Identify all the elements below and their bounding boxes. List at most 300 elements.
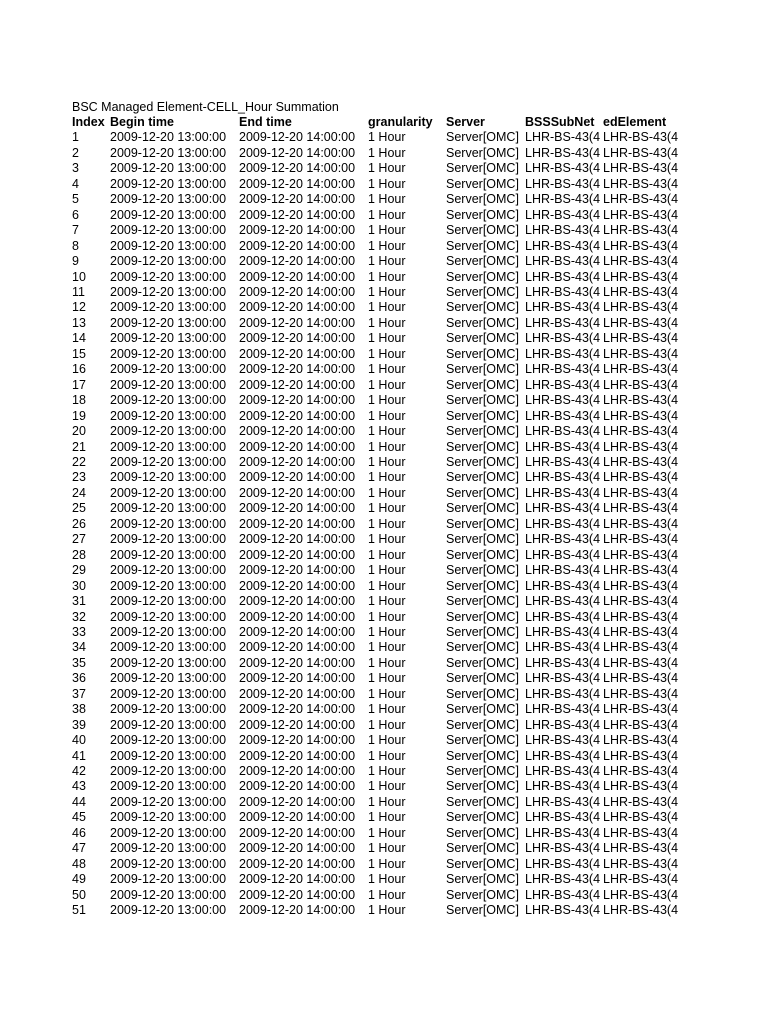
cell-end-time: 2009-12-20 14:00:00 (239, 609, 356, 624)
table-row (72, 671, 692, 686)
cell-begin-time: 2009-12-20 13:00:00 (110, 176, 227, 191)
table-row (72, 656, 692, 671)
cell-end-time: 2009-12-20 14:00:00 (239, 223, 356, 238)
cell-begin-time: 2009-12-20 13:00:00 (110, 563, 227, 578)
cell-bsssubnet: LHR-BS-43(4 (525, 362, 601, 377)
cell-server: Server[OMC] (446, 207, 519, 222)
cell-end-time: 2009-12-20 14:00:00 (239, 733, 356, 748)
cell-end-time: 2009-12-20 14:00:00 (239, 315, 356, 330)
cell-index: 21 (72, 439, 86, 454)
cell-managed-element: LHR-BS-43(4 (603, 655, 679, 670)
cell-managed-element: LHR-BS-43(4 (603, 702, 679, 717)
cell-end-time: 2009-12-20 14:00:00 (239, 176, 356, 191)
cell-end-time: 2009-12-20 14:00:00 (239, 192, 356, 207)
table-row (72, 470, 692, 485)
cell-bsssubnet: LHR-BS-43(4 (525, 779, 601, 794)
cell-begin-time: 2009-12-20 13:00:00 (110, 439, 227, 454)
cell-granularity: 1 Hour (368, 794, 406, 809)
table-row (72, 517, 692, 532)
cell-begin-time: 2009-12-20 13:00:00 (110, 903, 227, 918)
cell-begin-time: 2009-12-20 13:00:00 (110, 207, 227, 222)
cell-index: 7 (72, 223, 79, 238)
cell-begin-time: 2009-12-20 13:00:00 (110, 655, 227, 670)
cell-end-time: 2009-12-20 14:00:00 (239, 532, 356, 547)
cell-begin-time: 2009-12-20 13:00:00 (110, 624, 227, 639)
cell-granularity: 1 Hour (368, 501, 406, 516)
cell-begin-time: 2009-12-20 13:00:00 (110, 717, 227, 732)
cell-begin-time: 2009-12-20 13:00:00 (110, 810, 227, 825)
cell-bsssubnet: LHR-BS-43(4 (525, 609, 601, 624)
cell-server: Server[OMC] (446, 331, 519, 346)
cell-end-time: 2009-12-20 14:00:00 (239, 269, 356, 284)
cell-granularity: 1 Hour (368, 408, 406, 423)
cell-index: 6 (72, 207, 79, 222)
table-row (72, 440, 692, 455)
cell-index: 36 (72, 671, 86, 686)
table-row (72, 270, 692, 285)
cell-managed-element: LHR-BS-43(4 (603, 887, 679, 902)
cell-begin-time: 2009-12-20 13:00:00 (110, 887, 227, 902)
cell-managed-element: LHR-BS-43(4 (603, 300, 679, 315)
cell-index: 45 (72, 810, 86, 825)
cell-server: Server[OMC] (446, 424, 519, 439)
cell-begin-time: 2009-12-20 13:00:00 (110, 547, 227, 562)
cell-end-time: 2009-12-20 14:00:00 (239, 887, 356, 902)
cell-bsssubnet: LHR-BS-43(4 (525, 841, 601, 856)
cell-granularity: 1 Hour (368, 516, 406, 531)
cell-begin-time: 2009-12-20 13:00:00 (110, 841, 227, 856)
table-row (72, 764, 692, 779)
cell-server: Server[OMC] (446, 887, 519, 902)
cell-bsssubnet: LHR-BS-43(4 (525, 717, 601, 732)
cell-managed-element: LHR-BS-43(4 (603, 578, 679, 593)
cell-bsssubnet: LHR-BS-43(4 (525, 331, 601, 346)
cell-begin-time: 2009-12-20 13:00:00 (110, 331, 227, 346)
cell-granularity: 1 Hour (368, 578, 406, 593)
cell-managed-element: LHR-BS-43(4 (603, 748, 679, 763)
cell-server: Server[OMC] (446, 764, 519, 779)
cell-server: Server[OMC] (446, 624, 519, 639)
cell-index: 33 (72, 624, 86, 639)
cell-server: Server[OMC] (446, 532, 519, 547)
cell-index: 37 (72, 686, 86, 701)
cell-bsssubnet: LHR-BS-43(4 (525, 485, 601, 500)
cell-begin-time: 2009-12-20 13:00:00 (110, 300, 227, 315)
cell-server: Server[OMC] (446, 547, 519, 562)
cell-end-time: 2009-12-20 14:00:00 (239, 764, 356, 779)
cell-index: 5 (72, 192, 79, 207)
table-row (72, 192, 692, 207)
cell-managed-element: LHR-BS-43(4 (603, 331, 679, 346)
table-row (72, 548, 692, 563)
cell-server: Server[OMC] (446, 702, 519, 717)
cell-bsssubnet: LHR-BS-43(4 (525, 547, 601, 562)
cell-server: Server[OMC] (446, 563, 519, 578)
cell-end-time: 2009-12-20 14:00:00 (239, 300, 356, 315)
cell-begin-time: 2009-12-20 13:00:00 (110, 470, 227, 485)
cell-server: Server[OMC] (446, 145, 519, 160)
cell-bsssubnet: LHR-BS-43(4 (525, 733, 601, 748)
cell-bsssubnet: LHR-BS-43(4 (525, 903, 601, 918)
cell-managed-element: LHR-BS-43(4 (603, 640, 679, 655)
cell-granularity: 1 Hour (368, 254, 406, 269)
cell-server: Server[OMC] (446, 516, 519, 531)
cell-bsssubnet: LHR-BS-43(4 (525, 624, 601, 639)
data-table (72, 115, 692, 919)
cell-index: 4 (72, 176, 79, 191)
cell-bsssubnet: LHR-BS-43(4 (525, 284, 601, 299)
cell-server: Server[OMC] (446, 609, 519, 624)
cell-bsssubnet: LHR-BS-43(4 (525, 655, 601, 670)
cell-server: Server[OMC] (446, 501, 519, 516)
cell-index: 10 (72, 269, 86, 284)
cell-bsssubnet: LHR-BS-43(4 (525, 161, 601, 176)
cell-end-time: 2009-12-20 14:00:00 (239, 470, 356, 485)
cell-managed-element: LHR-BS-43(4 (603, 501, 679, 516)
table-row (72, 718, 692, 733)
cell-bsssubnet: LHR-BS-43(4 (525, 532, 601, 547)
table-row (72, 362, 692, 377)
cell-end-time: 2009-12-20 14:00:00 (239, 547, 356, 562)
cell-end-time: 2009-12-20 14:00:00 (239, 717, 356, 732)
cell-server: Server[OMC] (446, 176, 519, 191)
table-row (72, 733, 692, 748)
cell-server: Server[OMC] (446, 594, 519, 609)
cell-granularity: 1 Hour (368, 315, 406, 330)
table-body (72, 130, 692, 918)
cell-managed-element: LHR-BS-43(4 (603, 269, 679, 284)
cell-granularity: 1 Hour (368, 130, 406, 145)
cell-granularity: 1 Hour (368, 547, 406, 562)
column-header-bsssubnet: BSSSubNet (525, 115, 595, 129)
cell-granularity: 1 Hour (368, 609, 406, 624)
cell-index: 16 (72, 362, 86, 377)
cell-server: Server[OMC] (446, 717, 519, 732)
cell-managed-element: LHR-BS-43(4 (603, 810, 679, 825)
cell-granularity: 1 Hour (368, 485, 406, 500)
cell-begin-time: 2009-12-20 13:00:00 (110, 284, 227, 299)
cell-granularity: 1 Hour (368, 594, 406, 609)
cell-granularity: 1 Hour (368, 702, 406, 717)
cell-end-time: 2009-12-20 14:00:00 (239, 563, 356, 578)
cell-server: Server[OMC] (446, 223, 519, 238)
cell-end-time: 2009-12-20 14:00:00 (239, 624, 356, 639)
cell-managed-element: LHR-BS-43(4 (603, 856, 679, 871)
cell-managed-element: LHR-BS-43(4 (603, 161, 679, 176)
cell-end-time: 2009-12-20 14:00:00 (239, 439, 356, 454)
cell-begin-time: 2009-12-20 13:00:00 (110, 377, 227, 392)
cell-bsssubnet: LHR-BS-43(4 (525, 377, 601, 392)
cell-end-time: 2009-12-20 14:00:00 (239, 485, 356, 500)
table-row (72, 378, 692, 393)
table-row (72, 316, 692, 331)
column-header-end-time: End time (239, 115, 292, 129)
cell-index: 43 (72, 779, 86, 794)
cell-begin-time: 2009-12-20 13:00:00 (110, 825, 227, 840)
table-row (72, 888, 692, 903)
cell-end-time: 2009-12-20 14:00:00 (239, 640, 356, 655)
cell-bsssubnet: LHR-BS-43(4 (525, 346, 601, 361)
cell-index: 20 (72, 424, 86, 439)
cell-managed-element: LHR-BS-43(4 (603, 764, 679, 779)
cell-server: Server[OMC] (446, 733, 519, 748)
cell-managed-element: LHR-BS-43(4 (603, 238, 679, 253)
cell-end-time: 2009-12-20 14:00:00 (239, 516, 356, 531)
table-row (72, 393, 692, 408)
cell-bsssubnet: LHR-BS-43(4 (525, 501, 601, 516)
cell-end-time: 2009-12-20 14:00:00 (239, 377, 356, 392)
cell-granularity: 1 Hour (368, 671, 406, 686)
table-row (72, 579, 692, 594)
table-row (72, 826, 692, 841)
cell-server: Server[OMC] (446, 362, 519, 377)
cell-begin-time: 2009-12-20 13:00:00 (110, 454, 227, 469)
cell-server: Server[OMC] (446, 377, 519, 392)
cell-index: 49 (72, 872, 86, 887)
cell-end-time: 2009-12-20 14:00:00 (239, 671, 356, 686)
cell-granularity: 1 Hour (368, 346, 406, 361)
cell-end-time: 2009-12-20 14:00:00 (239, 841, 356, 856)
cell-begin-time: 2009-12-20 13:00:00 (110, 161, 227, 176)
cell-bsssubnet: LHR-BS-43(4 (525, 192, 601, 207)
cell-begin-time: 2009-12-20 13:00:00 (110, 485, 227, 500)
cell-bsssubnet: LHR-BS-43(4 (525, 887, 601, 902)
cell-bsssubnet: LHR-BS-43(4 (525, 872, 601, 887)
cell-bsssubnet: LHR-BS-43(4 (525, 408, 601, 423)
table-row (72, 501, 692, 516)
cell-end-time: 2009-12-20 14:00:00 (239, 794, 356, 809)
cell-bsssubnet: LHR-BS-43(4 (525, 825, 601, 840)
cell-granularity: 1 Hour (368, 887, 406, 902)
cell-server: Server[OMC] (446, 640, 519, 655)
cell-server: Server[OMC] (446, 393, 519, 408)
cell-granularity: 1 Hour (368, 563, 406, 578)
cell-end-time: 2009-12-20 14:00:00 (239, 284, 356, 299)
cell-server: Server[OMC] (446, 825, 519, 840)
cell-managed-element: LHR-BS-43(4 (603, 346, 679, 361)
cell-server: Server[OMC] (446, 315, 519, 330)
cell-server: Server[OMC] (446, 346, 519, 361)
cell-end-time: 2009-12-20 14:00:00 (239, 408, 356, 423)
cell-index: 19 (72, 408, 86, 423)
table-row (72, 486, 692, 501)
cell-managed-element: LHR-BS-43(4 (603, 903, 679, 918)
cell-server: Server[OMC] (446, 254, 519, 269)
table-row (72, 749, 692, 764)
cell-server: Server[OMC] (446, 794, 519, 809)
cell-granularity: 1 Hour (368, 686, 406, 701)
cell-managed-element: LHR-BS-43(4 (603, 315, 679, 330)
cell-index: 15 (72, 346, 86, 361)
cell-managed-element: LHR-BS-43(4 (603, 516, 679, 531)
cell-begin-time: 2009-12-20 13:00:00 (110, 794, 227, 809)
cell-managed-element: LHR-BS-43(4 (603, 547, 679, 562)
column-header-granularity: granularity (368, 115, 433, 129)
table-row (72, 610, 692, 625)
cell-managed-element: LHR-BS-43(4 (603, 130, 679, 145)
cell-end-time: 2009-12-20 14:00:00 (239, 501, 356, 516)
cell-end-time: 2009-12-20 14:00:00 (239, 779, 356, 794)
cell-index: 18 (72, 393, 86, 408)
cell-server: Server[OMC] (446, 454, 519, 469)
cell-server: Server[OMC] (446, 269, 519, 284)
cell-granularity: 1 Hour (368, 532, 406, 547)
cell-bsssubnet: LHR-BS-43(4 (525, 130, 601, 145)
cell-begin-time: 2009-12-20 13:00:00 (110, 130, 227, 145)
cell-bsssubnet: LHR-BS-43(4 (525, 671, 601, 686)
cell-index: 9 (72, 254, 79, 269)
cell-index: 39 (72, 717, 86, 732)
cell-server: Server[OMC] (446, 192, 519, 207)
cell-managed-element: LHR-BS-43(4 (603, 686, 679, 701)
cell-server: Server[OMC] (446, 872, 519, 887)
cell-begin-time: 2009-12-20 13:00:00 (110, 686, 227, 701)
cell-begin-time: 2009-12-20 13:00:00 (110, 702, 227, 717)
cell-index: 28 (72, 547, 86, 562)
table-row (72, 687, 692, 702)
cell-granularity: 1 Hour (368, 439, 406, 454)
cell-index: 2 (72, 145, 79, 160)
table-row (72, 810, 692, 825)
cell-bsssubnet: LHR-BS-43(4 (525, 516, 601, 531)
cell-managed-element: LHR-BS-43(4 (603, 362, 679, 377)
cell-begin-time: 2009-12-20 13:00:00 (110, 315, 227, 330)
cell-managed-element: LHR-BS-43(4 (603, 563, 679, 578)
cell-end-time: 2009-12-20 14:00:00 (239, 825, 356, 840)
cell-granularity: 1 Hour (368, 362, 406, 377)
cell-server: Server[OMC] (446, 655, 519, 670)
cell-bsssubnet: LHR-BS-43(4 (525, 594, 601, 609)
cell-bsssubnet: LHR-BS-43(4 (525, 207, 601, 222)
cell-granularity: 1 Hour (368, 284, 406, 299)
cell-managed-element: LHR-BS-43(4 (603, 485, 679, 500)
cell-bsssubnet: LHR-BS-43(4 (525, 578, 601, 593)
cell-managed-element: LHR-BS-43(4 (603, 454, 679, 469)
cell-server: Server[OMC] (446, 439, 519, 454)
cell-granularity: 1 Hour (368, 223, 406, 238)
cell-bsssubnet: LHR-BS-43(4 (525, 393, 601, 408)
cell-index: 24 (72, 485, 86, 500)
cell-begin-time: 2009-12-20 13:00:00 (110, 223, 227, 238)
cell-begin-time: 2009-12-20 13:00:00 (110, 640, 227, 655)
cell-granularity: 1 Hour (368, 717, 406, 732)
cell-managed-element: LHR-BS-43(4 (603, 207, 679, 222)
cell-end-time: 2009-12-20 14:00:00 (239, 686, 356, 701)
cell-bsssubnet: LHR-BS-43(4 (525, 300, 601, 315)
cell-end-time: 2009-12-20 14:00:00 (239, 424, 356, 439)
cell-server: Server[OMC] (446, 470, 519, 485)
cell-index: 1 (72, 130, 79, 145)
cell-begin-time: 2009-12-20 13:00:00 (110, 424, 227, 439)
cell-begin-time: 2009-12-20 13:00:00 (110, 145, 227, 160)
cell-managed-element: LHR-BS-43(4 (603, 254, 679, 269)
table-row (72, 130, 692, 145)
table-row (72, 903, 692, 918)
cell-granularity: 1 Hour (368, 470, 406, 485)
cell-granularity: 1 Hour (368, 655, 406, 670)
cell-begin-time: 2009-12-20 13:00:00 (110, 872, 227, 887)
cell-end-time: 2009-12-20 14:00:00 (239, 207, 356, 222)
cell-granularity: 1 Hour (368, 454, 406, 469)
column-header-index: Index (72, 115, 105, 129)
cell-granularity: 1 Hour (368, 393, 406, 408)
cell-granularity: 1 Hour (368, 331, 406, 346)
cell-granularity: 1 Hour (368, 377, 406, 392)
cell-server: Server[OMC] (446, 671, 519, 686)
cell-bsssubnet: LHR-BS-43(4 (525, 470, 601, 485)
sheet-title: BSC Managed Element-CELL_Hour Summation (72, 100, 339, 114)
cell-managed-element: LHR-BS-43(4 (603, 145, 679, 160)
cell-end-time: 2009-12-20 14:00:00 (239, 362, 356, 377)
cell-granularity: 1 Hour (368, 424, 406, 439)
cell-begin-time: 2009-12-20 13:00:00 (110, 609, 227, 624)
table-row (72, 208, 692, 223)
table-row (72, 625, 692, 640)
cell-index: 47 (72, 841, 86, 856)
cell-server: Server[OMC] (446, 779, 519, 794)
cell-index: 34 (72, 640, 86, 655)
cell-server: Server[OMC] (446, 161, 519, 176)
cell-managed-element: LHR-BS-43(4 (603, 733, 679, 748)
cell-granularity: 1 Hour (368, 161, 406, 176)
cell-index: 29 (72, 563, 86, 578)
cell-index: 35 (72, 655, 86, 670)
cell-index: 23 (72, 470, 86, 485)
table-row (72, 857, 692, 872)
table-row (72, 347, 692, 362)
cell-granularity: 1 Hour (368, 624, 406, 639)
cell-end-time: 2009-12-20 14:00:00 (239, 145, 356, 160)
cell-server: Server[OMC] (446, 238, 519, 253)
cell-end-time: 2009-12-20 14:00:00 (239, 578, 356, 593)
table-row (72, 455, 692, 470)
cell-end-time: 2009-12-20 14:00:00 (239, 254, 356, 269)
cell-bsssubnet: LHR-BS-43(4 (525, 315, 601, 330)
table-row (72, 161, 692, 176)
cell-managed-element: LHR-BS-43(4 (603, 176, 679, 191)
cell-server: Server[OMC] (446, 130, 519, 145)
cell-index: 26 (72, 516, 86, 531)
cell-bsssubnet: LHR-BS-43(4 (525, 269, 601, 284)
cell-managed-element: LHR-BS-43(4 (603, 624, 679, 639)
cell-begin-time: 2009-12-20 13:00:00 (110, 733, 227, 748)
cell-end-time: 2009-12-20 14:00:00 (239, 748, 356, 763)
cell-server: Server[OMC] (446, 578, 519, 593)
cell-bsssubnet: LHR-BS-43(4 (525, 764, 601, 779)
cell-managed-element: LHR-BS-43(4 (603, 393, 679, 408)
cell-bsssubnet: LHR-BS-43(4 (525, 424, 601, 439)
cell-begin-time: 2009-12-20 13:00:00 (110, 238, 227, 253)
table-row (72, 594, 692, 609)
cell-managed-element: LHR-BS-43(4 (603, 377, 679, 392)
cell-granularity: 1 Hour (368, 238, 406, 253)
cell-managed-element: LHR-BS-43(4 (603, 841, 679, 856)
cell-index: 14 (72, 331, 86, 346)
cell-bsssubnet: LHR-BS-43(4 (525, 686, 601, 701)
cell-begin-time: 2009-12-20 13:00:00 (110, 516, 227, 531)
cell-begin-time: 2009-12-20 13:00:00 (110, 408, 227, 423)
cell-server: Server[OMC] (446, 856, 519, 871)
cell-managed-element: LHR-BS-43(4 (603, 408, 679, 423)
cell-bsssubnet: LHR-BS-43(4 (525, 238, 601, 253)
cell-managed-element: LHR-BS-43(4 (603, 439, 679, 454)
cell-begin-time: 2009-12-20 13:00:00 (110, 254, 227, 269)
cell-end-time: 2009-12-20 14:00:00 (239, 393, 356, 408)
cell-granularity: 1 Hour (368, 841, 406, 856)
cell-index: 8 (72, 238, 79, 253)
cell-granularity: 1 Hour (368, 825, 406, 840)
cell-begin-time: 2009-12-20 13:00:00 (110, 856, 227, 871)
